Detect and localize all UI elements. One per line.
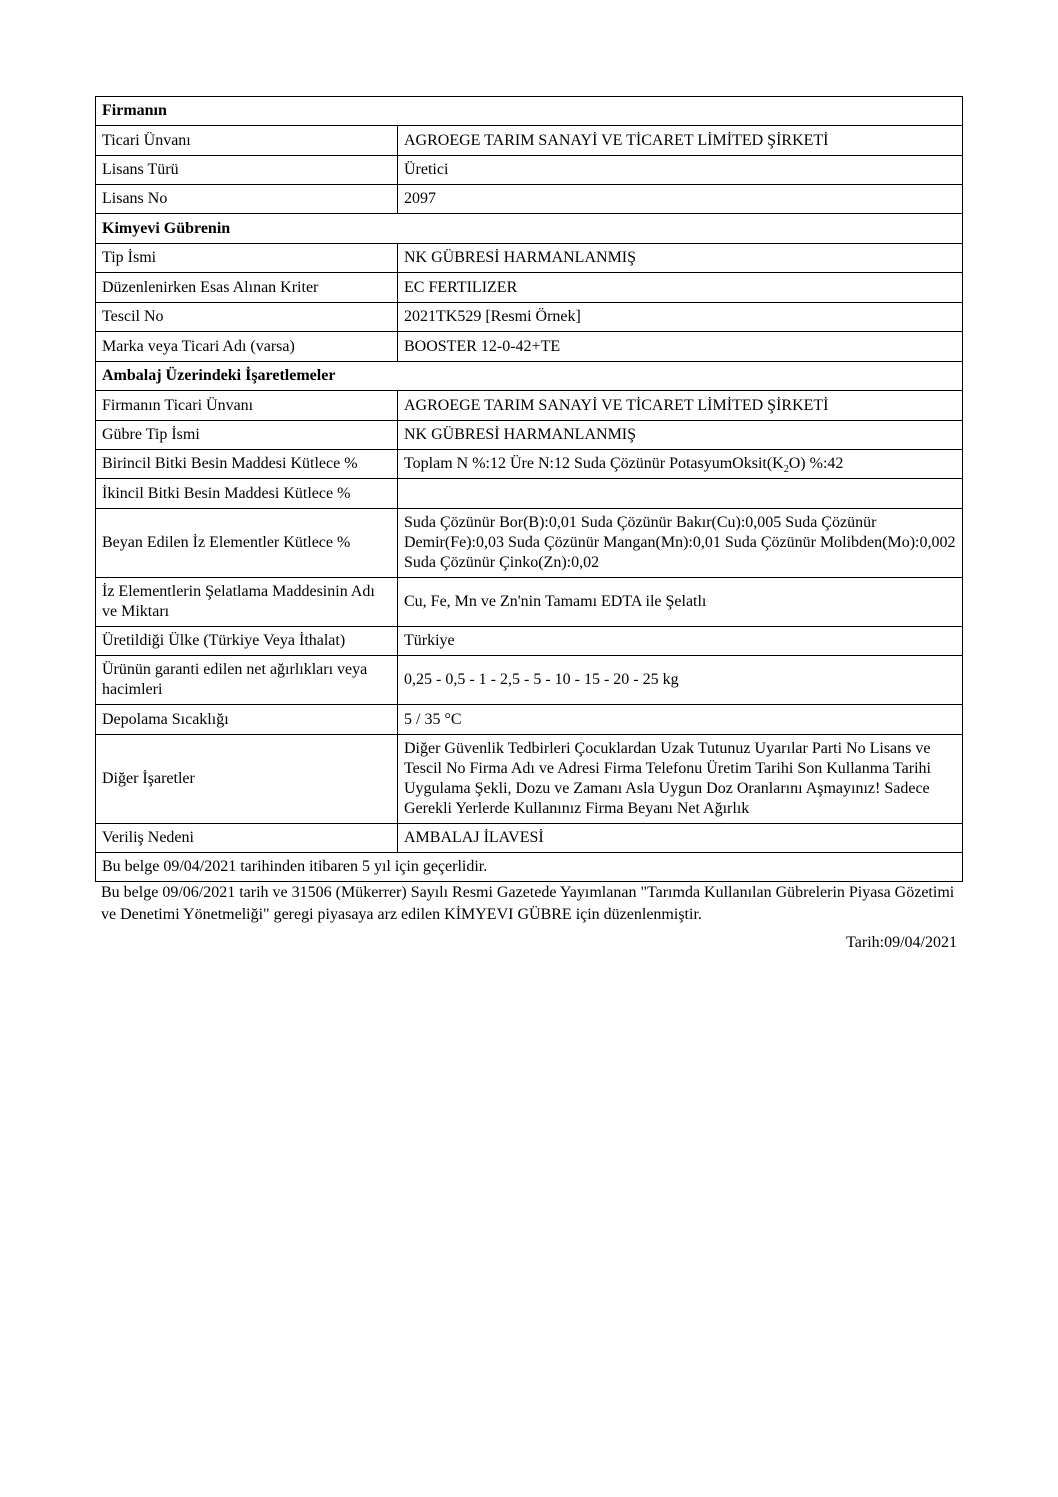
table-row: [96, 332, 963, 362]
field-label: Tip İsmi: [96, 244, 398, 273]
table-row: [96, 303, 963, 332]
field-label: Beyan Edilen İz Elementler Kütlece %: [96, 509, 398, 578]
table-row: [96, 244, 963, 273]
field-value: NK GÜBRESİ HARMANLANMIŞ: [398, 244, 963, 273]
field-label: Tescil No: [96, 303, 398, 332]
table-row: [96, 735, 963, 824]
table-row: [96, 705, 963, 735]
field-value: [398, 450, 963, 479]
field-label: Ürünün garanti edilen net ağırlıkları veya hacimleri: [96, 656, 398, 705]
table-row: [96, 479, 963, 509]
document-date: Tarih:09/04/2021: [846, 934, 957, 951]
validity-text: Bu belge 09/04/2021 tarihinden itibaren 5 yıl için geçerlidir.: [96, 853, 963, 882]
field-value: AGROEGE TARIM SANAYİ VE TİCARET LİMİTED ŞİRKETİ: [398, 126, 963, 156]
value-text: O) %:42: [788, 455, 844, 472]
value-text: Toplam N %:12 Üre N:12 Suda Çözünür PotasyumOksit(K: [404, 455, 784, 472]
field-value: Suda Çözünür Bor(B):0,01 Suda Çözünür Bakır(Cu):0,005 Suda Çözünür Demir(Fe):0,03 Suda Çözünür Mangan(Mn):0,01 Suda Çözünür Molibden(Mo):0,002 Suda Çözünür Çinko(Zn):0,02: [398, 509, 963, 578]
section-header-gubre: [96, 214, 963, 244]
field-value: 2097: [398, 185, 963, 214]
field-value: AMBALAJ İLAVESİ: [398, 824, 963, 853]
field-label: Gübre Tip İsmi: [96, 421, 398, 450]
field-label: Ticari Ünvanı: [96, 126, 398, 156]
section-header-ambalaj: [96, 362, 963, 391]
section-title: Ambalaj Üzerindeki İşaretlemeler: [96, 362, 963, 391]
table-row: [96, 391, 963, 421]
field-value: Diğer Güvenlik Tedbirleri Çocuklardan Uzak Tutunuz Uyarılar Parti No Lisans ve Tescil No Firma Adı ve Adresi Firma Telefonu Üretim Tarihi Son Kullanma Tarihi Uygulama Şekli, Dozu ve Zamanı Asla Uygun Doz Oranlarını Aşmayınız! Sadece Gerekli Yerlerde Kullanınız Firma Beyanı Net Ağırlık: [398, 735, 963, 824]
table-row: [96, 156, 963, 185]
field-label: Veriliş Nedeni: [96, 824, 398, 853]
field-value: [398, 479, 963, 509]
section-title: Kimyevi Gübrenin: [96, 214, 963, 244]
table-row: [96, 421, 963, 450]
validity-row: [96, 853, 963, 882]
field-value: 0,25 - 0,5 - 1 - 2,5 - 5 - 10 - 15 - 20 - 25 kg: [398, 656, 963, 705]
table-row: [96, 578, 963, 627]
field-label: İkincil Bitki Besin Maddesi Kütlece %: [96, 479, 398, 509]
field-value: Cu, Fe, Mn ve Zn'nin Tamamı EDTA ile Şelatlı: [398, 578, 963, 627]
table-row: [96, 185, 963, 214]
certificate-table: [95, 96, 963, 882]
field-value: AGROEGE TARIM SANAYİ VE TİCARET LİMİTED ŞİRKETİ: [398, 391, 963, 421]
field-label: Marka veya Ticari Adı (varsa): [96, 332, 398, 362]
table-row: [96, 656, 963, 705]
field-label: Lisans No: [96, 185, 398, 214]
field-value: 2021TK529 [Resmi Örnek]: [398, 303, 963, 332]
field-label: Diğer İşaretler: [96, 735, 398, 824]
table-row: [96, 824, 963, 853]
field-value: BOOSTER 12-0-42+TE: [398, 332, 963, 362]
field-value: Türkiye: [398, 627, 963, 656]
field-value: Üretici: [398, 156, 963, 185]
field-label: Firmanın Ticari Ünvanı: [96, 391, 398, 421]
table-row: [96, 273, 963, 303]
regulation-note: Bu belge 09/06/2021 tarih ve 31506 (Mükerrer) Sayılı Resmi Gazetede Yayımlanan "Tarımda Kullanılan Gübrelerin Piyasa Gözetimi ve Denetimi Yönetmeliği" geregi piyasaya arz edilen KİMYEVI GÜBRE için düzenlenmiştir.: [101, 884, 955, 923]
field-value: NK GÜBRESİ HARMANLANMIŞ: [398, 421, 963, 450]
table-row: [96, 509, 963, 578]
field-value: EC FERTILIZER: [398, 273, 963, 303]
field-label: İz Elementlerin Şelatlama Maddesinin Adı ve Miktarı: [96, 578, 398, 627]
subscript: 2: [783, 464, 789, 476]
field-value: 5 / 35 °C: [398, 705, 963, 735]
field-label: Üretildiği Ülke (Türkiye Veya İthalat): [96, 627, 398, 656]
section-title: Firmanın: [96, 97, 963, 126]
table-row: [96, 126, 963, 156]
field-label: Düzenlenirken Esas Alınan Kriter: [96, 273, 398, 303]
section-header-firma: [96, 97, 963, 126]
field-label: Lisans Türü: [96, 156, 398, 185]
table-row: [96, 627, 963, 656]
field-label: Depolama Sıcaklığı: [96, 705, 398, 735]
field-label: Birincil Bitki Besin Maddesi Kütlece %: [96, 450, 398, 479]
table-row: [96, 450, 963, 479]
